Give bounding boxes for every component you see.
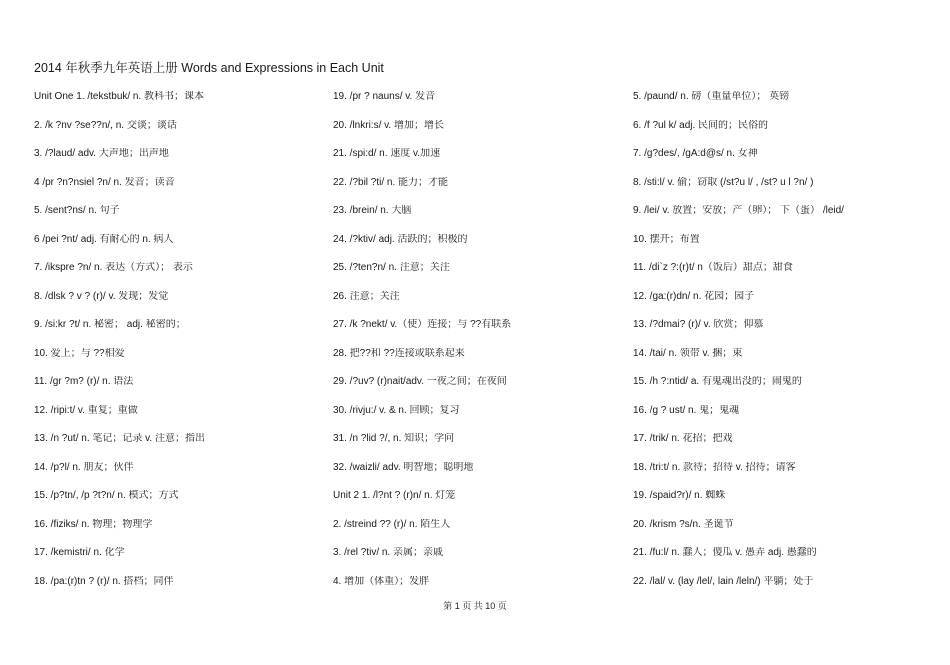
vocab-entry: 3. /?laud/ adv. 大声地；出声地 — [34, 148, 169, 159]
vocab-entry: 28. 把??和 ??连接或联系起来 — [333, 347, 465, 359]
vocab-entry: 14. /tai/ n. 领带 v. 捆；束 — [633, 347, 743, 359]
document-title: 2014 年秋季九年英语上册 Words and Expressions in Each Unit — [34, 61, 384, 75]
vocab-entry: 18. /pa:(r)tn ? (r)/ n. 搭档；同伴 — [34, 575, 174, 587]
vocab-entry: 22. /?bil ?ti/ n. 能力；才能 — [333, 176, 449, 188]
vocab-entry: 18. /tri:t/ n. 款待；招待 v. 招待；请客 — [633, 461, 796, 473]
vocab-entry: 26. 注意；关注 — [333, 290, 400, 302]
vocab-entry: 10. 爱上；与 ??相爱 — [34, 347, 125, 359]
vocab-entry: 19. /pr ? nauns/ v. 发音 — [333, 91, 436, 102]
vocab-entry: 22. /lal/ v. (lay /lel/, lain /leln/) 平躺；处于 — [633, 575, 814, 587]
vocab-entry: 14. /p?l/ n. 朋友；伙伴 — [34, 461, 134, 473]
vocab-entry: 5. /paund/ n. 磅（重量单位）； 英镑 — [633, 91, 790, 102]
vocab-entry: 4. 增加（体重）；发胖 — [333, 575, 430, 587]
vocab-entry: Unit One 1. /tekstbuk/ n. 教科书；课本 — [34, 91, 205, 102]
vocab-entry: 7. /ikspre ?n/ n. 表达（方式）； 表示 — [34, 262, 193, 273]
vocab-entry: 21. /spi:d/ n. 速度 v.加速 — [333, 148, 441, 159]
vocab-entry: 7. /g?des/, /gA:d@s/ n. 女神 — [633, 148, 758, 159]
vocabulary-column-1 — [34, 91, 324, 604]
vocab-entry: 6. /f ?ul k/ adj. 民间的；民俗的 — [633, 119, 769, 131]
vocab-entry: 29. /?uv? (r)nait/adv. 一夜之间；在夜间 — [333, 376, 507, 387]
vocab-entry: 19. /spaid?r)/ n. 蜘蛛 — [633, 490, 726, 501]
vocab-entry: 27. /k ?nekt/ v.（使）连接；与 ??有联系 — [333, 319, 512, 330]
vocab-entry: 30. /rivju:/ v. & n. 回顾；复习 — [333, 404, 460, 416]
vocab-entry: 13. /?dmai? (r)/ v. 欣赏；仰慕 — [633, 319, 764, 330]
vocab-entry: 31. /n ?lid ?/, n. 知识；学问 — [333, 433, 455, 444]
vocab-entry: 4 /pr ?n?nsiel ?n/ n. 发音；读音 — [34, 176, 175, 188]
vocab-entry: 5. /sent?ns/ n. 句子 — [34, 205, 120, 216]
vocab-entry: 2. /streind ?? (r)/ n. 陌生人 — [333, 518, 451, 530]
vocab-entry: 8. /sti:l/ v. 偷；窃取 (/st?u l/ , /st? u l ?n/ ) — [633, 176, 814, 188]
vocab-entry: 11. /di`z ?:(r)t/ n（饭后）甜点；甜食 — [633, 262, 793, 273]
vocabulary-column-3 — [633, 91, 933, 604]
vocab-entry: 11. /gr ?m? (r)/ n. 语法 — [34, 376, 134, 387]
vocab-entry: 20. /krism ?s/n. 圣诞节 — [633, 518, 734, 530]
vocab-entry: 16. /g ? ust/ n. 鬼；鬼魂 — [633, 404, 740, 416]
vocab-entry: 21. /fu:l/ n. 蠢人；傻瓜 v. 愚弄 adj. 愚蠢的 — [633, 547, 817, 558]
vocab-entry: 10. 摆开；布置 — [633, 233, 700, 245]
vocab-entry: 3. /rel ?tiv/ n. 亲属；亲戚 — [333, 547, 444, 558]
vocab-entry: 9. /si:kr ?t/ n. 秘密； adj. 秘密的； — [34, 319, 186, 330]
vocab-entry: 17. /trik/ n. 花招；把戏 — [633, 433, 733, 444]
vocab-entry: 17. /kemistri/ n. 化学 — [34, 547, 125, 558]
vocab-entry: 8. /dlsk ? v ? (r)/ v. 发现；发觉 — [34, 290, 169, 302]
vocab-entry: 12. /ga:(r)dn/ n. 花园；园子 — [633, 290, 755, 302]
vocab-entry: 15. /h ?:ntid/ a. 有鬼魂出没的；闹鬼的 — [633, 376, 802, 387]
vocab-entry: 6 /pei ?nt/ adj. 有耐心的 n. 病人 — [34, 233, 174, 245]
vocab-entry: 23. /brein/ n. 大脑 — [333, 205, 412, 216]
vocab-entry: 16. /fiziks/ n. 物理；物理学 — [34, 518, 153, 530]
vocab-entry: Unit 2 1. /l?nt ? (r)n/ n. 灯笼 — [333, 490, 456, 501]
vocab-entry: 25. /?ten?n/ n. 注意；关注 — [333, 262, 450, 273]
vocab-entry: 12. /ripi:t/ v. 重复；重做 — [34, 404, 138, 416]
vocab-entry: 20. /lnkri:s/ v. 增加；增长 — [333, 119, 444, 131]
vocab-entry: 2. /k ?nv ?se??n/, n. 交谈；谈话 — [34, 119, 177, 131]
vocab-entry: 24. /?ktiv/ adj. 活跃的；积极的 — [333, 233, 468, 245]
vocab-entry: 13. /n ?ut/ n. 笔记；记录 v. 注意；指出 — [34, 433, 205, 444]
vocabulary-column-2 — [333, 91, 623, 604]
vocab-entry: 15. /p?tn/, /p ?t?n/ n. 模式；方式 — [34, 490, 179, 501]
page-footer: 第 1 页 共 10 页 — [443, 601, 507, 611]
vocab-entry: 9. /lei/ v. 放置；安放；产（卵）； 下（蛋） /leid/ — [633, 205, 844, 216]
vocab-entry: 32. /waizli/ adv. 明智地；聪明地 — [333, 461, 474, 473]
